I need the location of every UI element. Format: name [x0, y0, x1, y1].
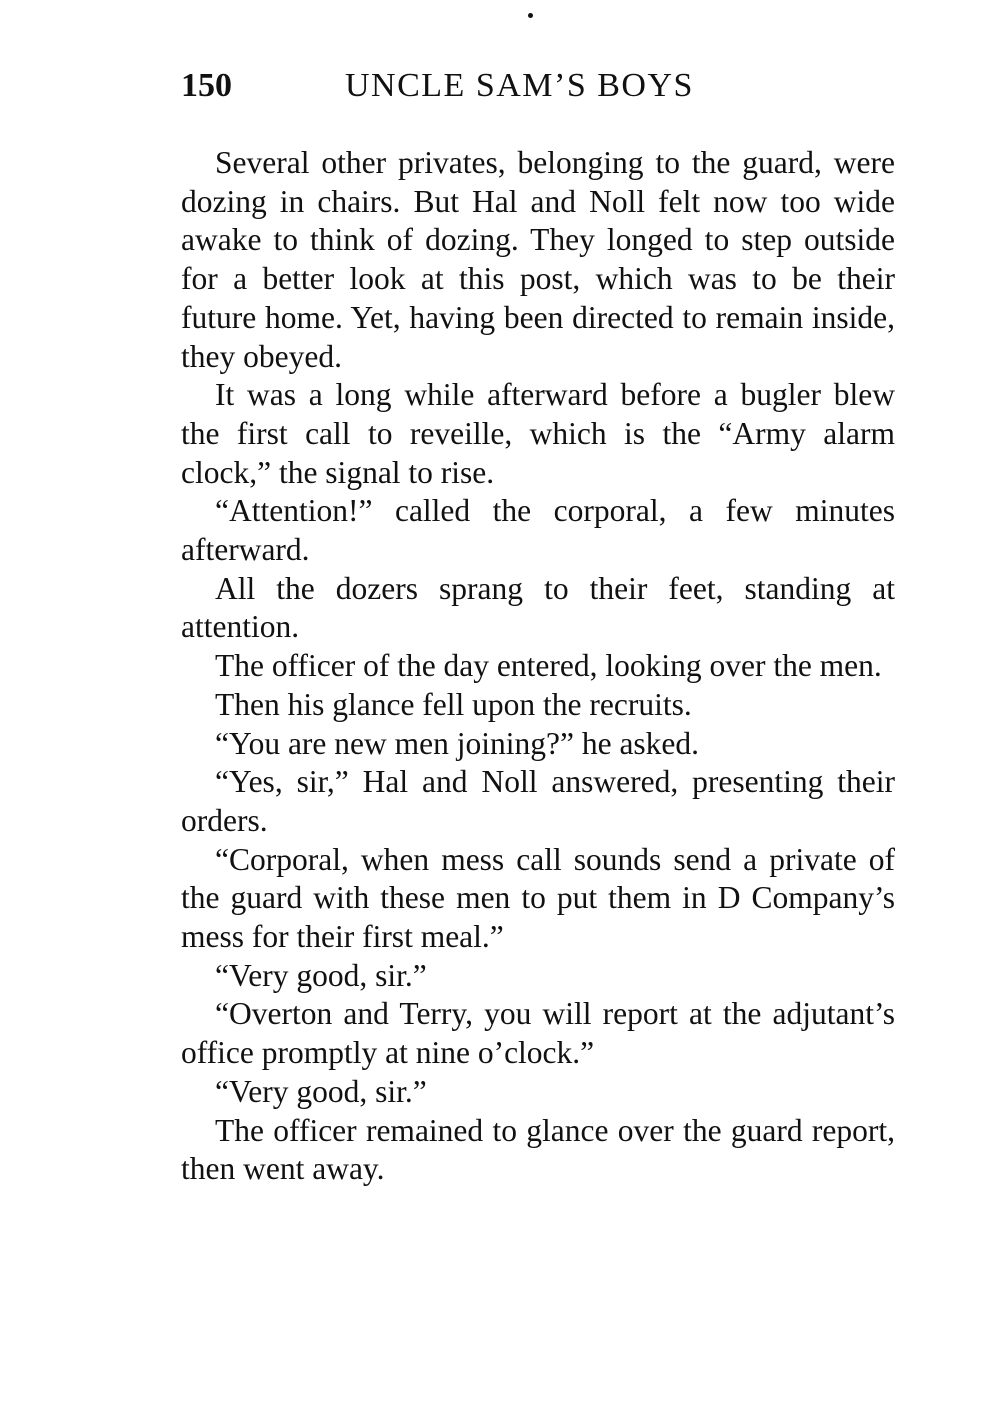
book-title: UNCLE SAM’S BOYS: [345, 67, 694, 104]
paragraph: “Attention!” called the corporal, a few minutes afterward.: [181, 493, 895, 568]
paragraph: “Corporal, when mess call sounds send a private of the guard with these men to put them in D Company’s mess for their first meal.”: [181, 841, 895, 955]
paragraph: Several other privates, belonging to the guard, were dozing in chairs. But Hal and Noll felt now too wide awake to think of dozing. They longed to step outside for a better look at this post, which was to be their future home. Yet, having been directed to remain inside, they obeyed.: [181, 145, 895, 374]
body-text: [181, 144, 895, 1189]
paragraph: “Yes, sir,” Hal and Noll answered, presenting their orders.: [181, 764, 895, 838]
page-number: 150: [181, 67, 232, 104]
paragraph: The officer remained to glance over the guard report, then went away.: [181, 1112, 895, 1187]
ink-speck: [528, 13, 533, 18]
paragraph: “You are new men joining?” he asked.: [215, 725, 700, 761]
paragraph: It was a long while afterward before a bugler blew the first call to reveille, which is the “Army alarm clock,” the signal to rise.: [181, 377, 895, 490]
paragraph: “Very good, sir.”: [215, 1073, 427, 1109]
paragraph: All the dozers sprang to their feet, standing at attention.: [181, 570, 895, 645]
paragraph: “Very good, sir.”: [215, 957, 427, 993]
paragraph: Then his glance fell upon the recruits.: [215, 686, 692, 722]
paragraph: “Overton and Terry, you will report at the adjutant’s office promptly at nine o’clock.”: [181, 996, 895, 1071]
paragraph: The officer of the day entered, looking over the men.: [215, 648, 882, 684]
running-head: [181, 62, 895, 110]
